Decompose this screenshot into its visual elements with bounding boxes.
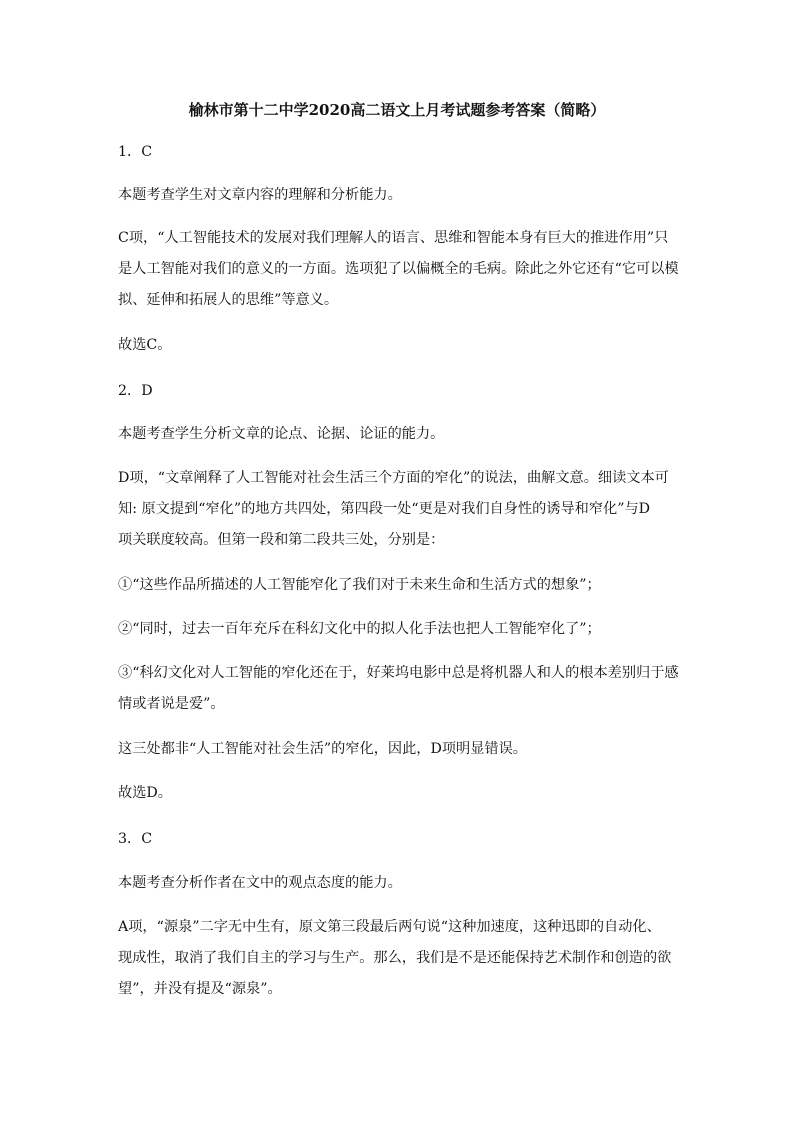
document-title: 榆林市第十二中学2020高二语文上月考试题参考答案（简略） bbox=[188, 101, 606, 119]
answer-2-quote-2: ②“同时，过去一百年充斥在科幻文化中的拟人化手法也把人工智能窄化了”； bbox=[118, 621, 601, 637]
answer-2-number: 2．D bbox=[118, 383, 153, 399]
answer-2-explanation-line-2: 知: 原文提到“窄化”的地方共四处，第四段一处“更是对我们自身性的诱导和窄化”与D bbox=[118, 501, 651, 517]
answer-1-conclusion: 故选C。 bbox=[118, 337, 172, 353]
answer-2-quote-3-line-1: ③“科幻文化对人工智能的窄化还在于，好莱坞电影中总是将机器人和人的根本差别归于感 bbox=[118, 665, 679, 681]
answer-2-topic: 本题考查学生分析文章的论点、论据、论证的能力。 bbox=[118, 426, 445, 442]
answer-3-explanation-line-1: A项，“源泉”二字无中生有，原文第三段最后两句说“这种加速度，这种迅即的自动化、 bbox=[118, 919, 661, 935]
answer-1-number: 1．C bbox=[118, 144, 153, 160]
answer-2-summary: 这三处都非“人工智能对社会生活”的窄化，因此，D项明显错误。 bbox=[118, 741, 527, 757]
answer-3-explanation-line-3: 望”，并没有提及“源泉”。 bbox=[118, 981, 282, 997]
answer-1-explanation-line-2: 是人工智能对我们的意义的一方面。选项犯了以偏概全的毛病。除此之外它还有“它可以模 bbox=[118, 261, 679, 277]
answer-2-quote-3-line-2: 情或者说是爱”。 bbox=[118, 696, 225, 712]
answer-3-explanation-line-2: 现成性，取消了我们自主的学习与生产。那么，我们是不是还能保持艺术制作和创造的欲 bbox=[118, 950, 672, 966]
answer-3-number: 3．C bbox=[118, 831, 153, 847]
answer-2-quote-1: ①“这些作品所描述的人工智能窄化了我们对于未来生命和生活方式的想象”； bbox=[118, 577, 601, 593]
answer-2-explanation-line-1: D项，“文章阐释了人工智能对社会生活三个方面的窄化”的说法，曲解文意。细读文本可 bbox=[118, 470, 669, 486]
answer-3-topic: 本题考查分析作者在文中的观点态度的能力。 bbox=[118, 875, 402, 891]
answer-1-explanation-line-1: C项，“人工智能技术的发展对我们理解人的语言、思维和智能本身有巨大的推进作用”只 bbox=[118, 230, 669, 246]
answer-1-explanation-line-3: 拟、延伸和拓展人的思维”等意义。 bbox=[118, 292, 339, 308]
answer-2-explanation-line-3: 项关联度较高。但第一段和第二段共三处，分别是： bbox=[118, 532, 445, 548]
answer-2-conclusion: 故选D。 bbox=[118, 785, 172, 801]
answer-1-topic: 本题考查学生对文章内容的理解和分析能力。 bbox=[118, 187, 402, 203]
